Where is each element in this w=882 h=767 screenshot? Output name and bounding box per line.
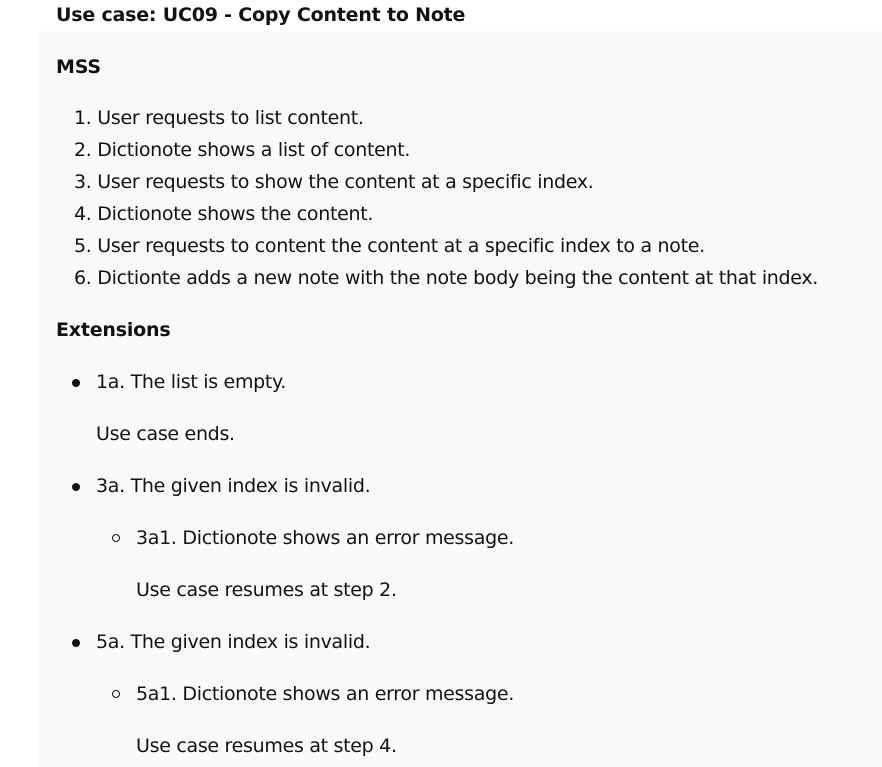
- mss-step: 3. User requests to show the content at a specific index.: [74, 171, 594, 193]
- extension-item: 3a. The given index is invalid.: [96, 475, 371, 497]
- bullet-icon: [72, 379, 80, 387]
- mss-step: 1. User requests to list content.: [74, 107, 364, 129]
- extension-item: 1a. The list is empty.: [96, 371, 287, 393]
- extension-note: Use case resumes at step 4.: [136, 735, 397, 757]
- bullet-icon: [72, 483, 80, 491]
- bullet-icon: [72, 639, 80, 647]
- mss-heading: MSS: [56, 56, 101, 78]
- extension-sub-item: 3a1. Dictionote shows an error message.: [136, 527, 514, 549]
- page-title: Use case: UC09 - Copy Content to Note: [56, 4, 466, 26]
- mss-step: 5. User requests to content the content at a specific index to a note.: [74, 235, 705, 257]
- extension-note: Use case ends.: [96, 423, 235, 445]
- mss-step: 6. Dictionte adds a new note with the note body being the content at that index.: [74, 267, 819, 289]
- extension-note: Use case resumes at step 2.: [136, 579, 397, 601]
- mss-step: 2. Dictionote shows a list of content.: [74, 139, 411, 161]
- sub-bullet-icon: [112, 690, 120, 698]
- extension-sub-item: 5a1. Dictionote shows an error message.: [136, 683, 514, 705]
- sub-bullet-icon: [112, 534, 120, 542]
- extensions-heading: Extensions: [56, 319, 171, 341]
- extension-item: 5a. The given index is invalid.: [96, 631, 371, 653]
- mss-step: 4. Dictionote shows the content.: [74, 203, 374, 225]
